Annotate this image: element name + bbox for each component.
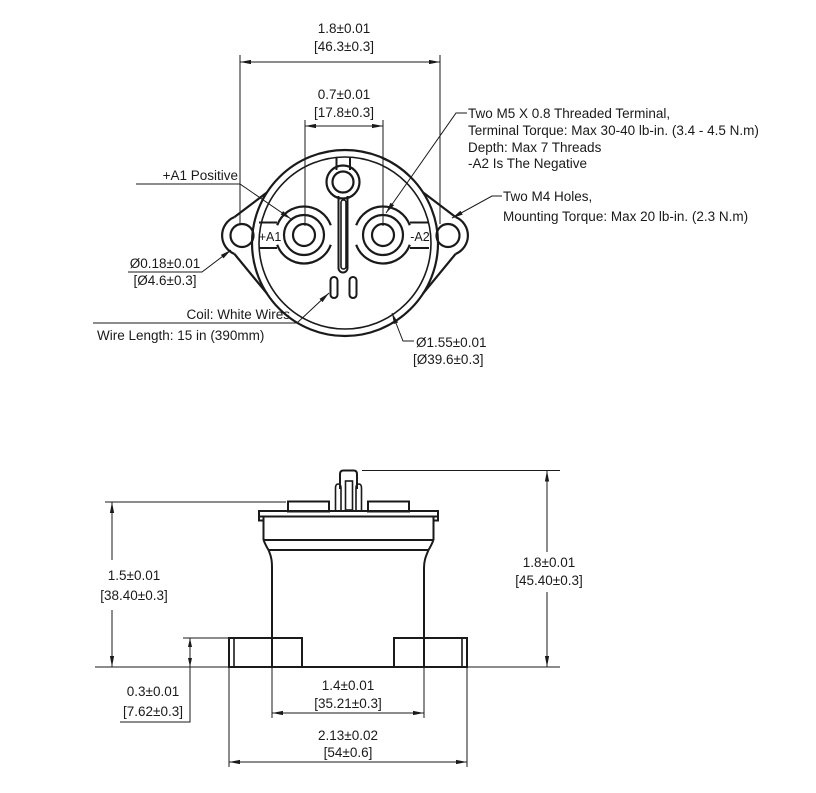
label-a2: -A2	[410, 230, 430, 244]
dim-flange-width-mm: [54±0.6]	[323, 745, 373, 760]
dim-base-height-mm: [38.40±0.3]	[100, 588, 168, 603]
dim-mount-spacing-in: 1.8±0.01	[317, 21, 371, 36]
dim-terminal-spacing-mm: [17.8±0.3]	[314, 105, 374, 120]
dim-mount-hole-in: Ø0.18±0.01	[129, 256, 201, 271]
dim-body-width-mm: [35.21±0.3]	[314, 696, 382, 711]
dim-flange-width-in: 2.13±0.02	[318, 728, 378, 743]
dim-body-dia-in: Ø1.55±0.01	[416, 335, 487, 350]
callout-m4-line1: Two M4 Holes,	[503, 189, 593, 204]
label-positive: +A1 Positive	[162, 168, 238, 183]
dim-foot-height-in: 0.3±0.01	[126, 684, 180, 699]
dim-body-width-in: 1.4±0.01	[321, 678, 375, 693]
callout-m5-line4: -A2 Is The Negative	[468, 156, 588, 171]
dim-base-height-in: 1.5±0.01	[107, 568, 161, 583]
dim-terminal-spacing-in: 0.7±0.01	[317, 87, 371, 102]
dim-overall-height-mm: [45.40±0.3]	[515, 573, 583, 588]
dim-foot-height-mm: [7.62±0.3]	[123, 704, 183, 719]
label-wire-length: Wire Length: 15 in (390mm)	[97, 328, 265, 343]
dim-overall-height-in: 1.8±0.01	[522, 555, 576, 570]
label-coil: Coil: White Wires	[186, 307, 290, 322]
dim-mount-spacing-mm: [46.3±0.3]	[314, 39, 374, 54]
label-a1: +A1	[258, 230, 282, 244]
callout-m4-line2: Mounting Torque: Max 20 lb-in. (2.3 N.m)	[503, 209, 749, 224]
dim-body-dia-mm: [Ø39.6±0.3]	[413, 352, 484, 367]
callout-m5-line1: Two M5 X 0.8 Threaded Terminal,	[468, 106, 671, 121]
callout-m5-line3: Depth: Max 7 Threads	[468, 140, 602, 155]
dim-mount-hole-mm: [Ø4.6±0.3]	[133, 273, 197, 288]
callout-m5-line2: Terminal Torque: Max 30-40 lb-in. (3.4 - 4.5 N.m)	[468, 123, 759, 138]
